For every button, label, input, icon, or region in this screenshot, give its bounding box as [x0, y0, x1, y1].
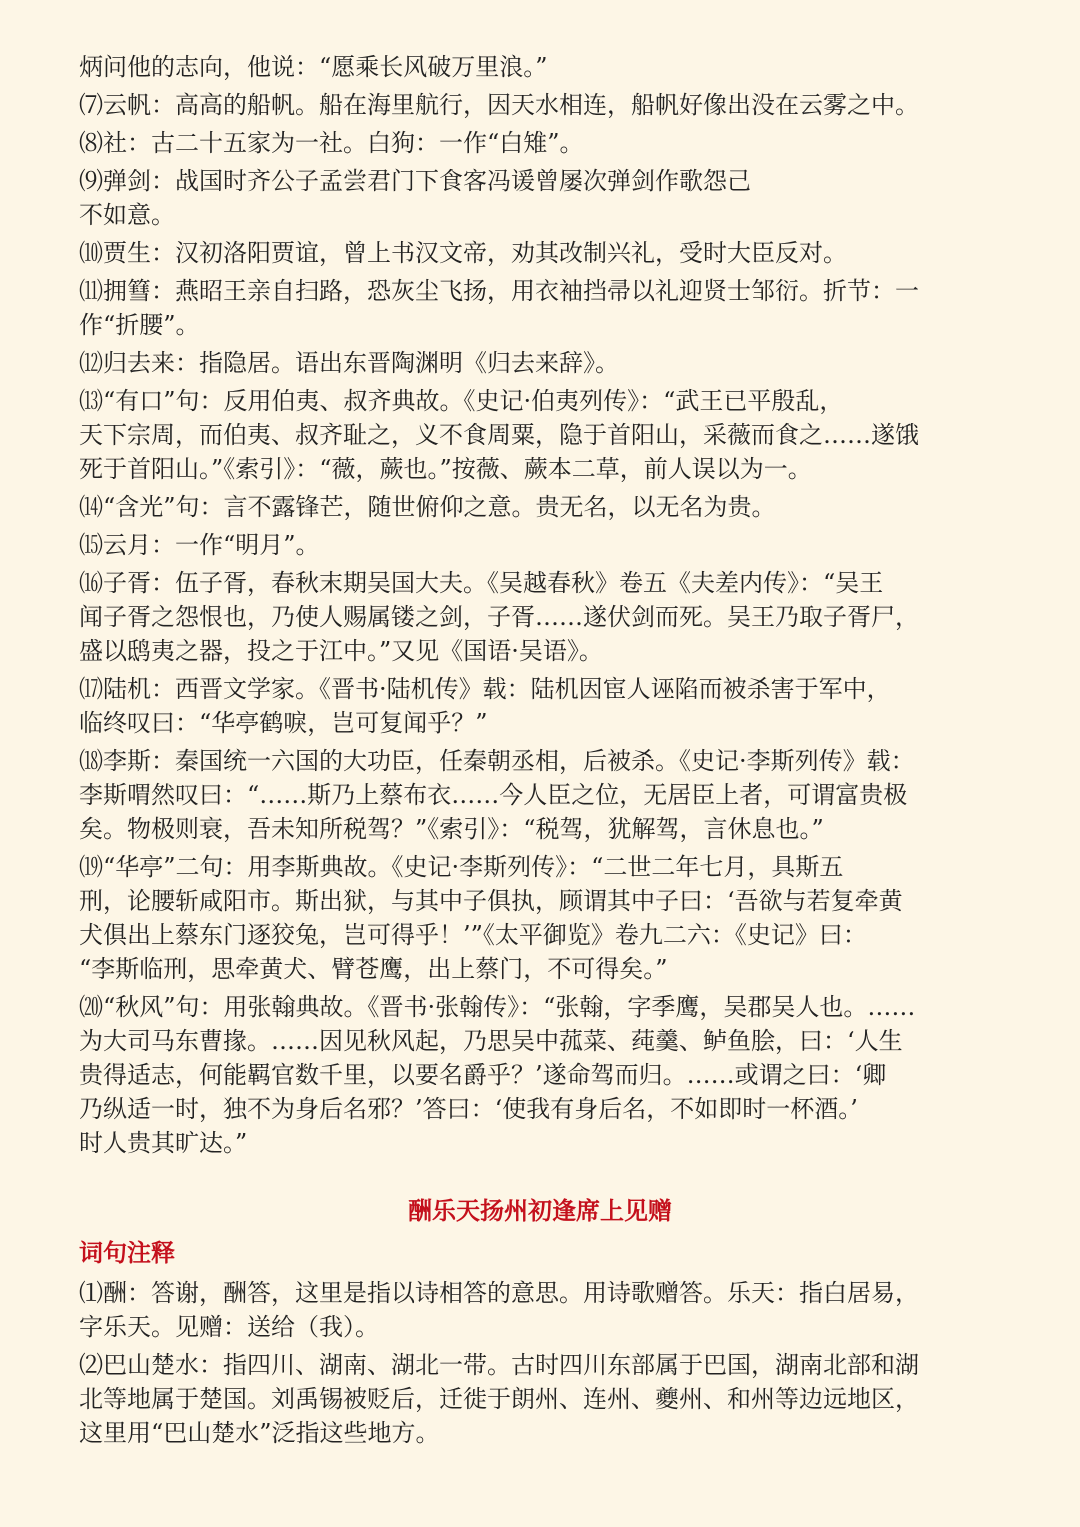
annotation-note [79, 744, 1001, 846]
annotation-note [79, 1348, 1001, 1450]
annotation-line: ⒆“华亭”二句：用李斯典故。《史记·李斯列传》：“二世二年七月，具斯五 [79, 853, 844, 881]
annotation-line: 死于首阳山。”《索引》：“薇，蕨也。”按薇、蕨本二草，前人误以为一。 [79, 455, 812, 483]
annotation-note [79, 346, 1001, 380]
annotation-line: ⒇“秋风”句：用张翰典故。《晋书·张翰传》：“张翰，字季鹰，吴郡吴人也。…… [79, 993, 916, 1021]
annotation-line: ⒀“有口”句：反用伯夷、叔齐典故。《史记·伯夷列传》：“武王已平殷乱， [79, 387, 844, 415]
annotation-line: ⒃子胥：伍子胥，春秋末期吴国大夫。《吴越春秋》卷五《夫差内传》：“吴王 [79, 569, 884, 597]
annotation-line: “李斯临刑，思牵黄犬、臂苍鹰，出上蔡门，不可得矣。” [79, 955, 668, 983]
annotation-line: 炳问他的志向，他说：“愿乘长风破万里浪。” [79, 53, 548, 81]
section-heading: 词句注释 [79, 1239, 175, 1267]
annotation-line: ⒁“含光”句：言不露锋芒，随世俯仰之意。贵无名，以无名为贵。 [79, 493, 776, 521]
annotation-line: 矣。物极则衰，吾未知所税驾？”《索引》：“税驾，犹解驾，言休息也。” [79, 815, 824, 843]
poem-title: 酬乐天扬州初逢席上见赠 [408, 1197, 672, 1225]
annotation-line: 刑，论腰斩咸阳市。斯出狱，与其中子俱执，顾谓其中子曰：‘吾欲与若复牵黄 [79, 887, 903, 915]
annotation-line: 临终叹曰：“华亭鹤唳，岂可复闻乎？” [79, 709, 488, 737]
annotation-line: ⑽贾生：汉初洛阳贾谊，曾上书汉文帝，劝其改制兴礼，受时大臣反对。 [79, 239, 847, 267]
annotation-line: 闻子胥之怨恨也，乃使人赐属镂之剑，子胥……遂伏剑而死。吴王乃取子胥尸， [79, 603, 919, 631]
annotation-line: 不如意。 [79, 201, 175, 229]
annotation-note [79, 528, 1001, 562]
annotation-line: ⑴酬：答谢，酬答，这里是指以诗相答的意思。用诗歌赠答。乐天：指白居易， [79, 1279, 919, 1307]
annotation-line: 北等地属于楚国。刘禹锡被贬后，迁徙于朗州、连州、夔州、和州等边远地区， [79, 1385, 919, 1413]
annotation-list-continued [79, 50, 1001, 1160]
annotation-note [79, 566, 1001, 668]
annotation-line: 字乐天。见赠：送给（我）。 [79, 1313, 379, 1341]
annotation-line: ⑿归去来：指隐居。语出东晋陶渊明《归去来辞》。 [79, 349, 619, 377]
annotation-note [79, 164, 1001, 232]
annotation-note [79, 672, 1001, 740]
annotation-line: 天下宗周，而伯夷、叔齐耻之，义不食周粟，隐于首阳山，采薇而食之……遂饿 [79, 421, 919, 449]
annotation-line: ⑵巴山楚水：指四川、湖南、湖北一带。古时四川东部属于巴国，湖南北部和湖 [79, 1351, 919, 1379]
annotation-line: 盛以鸱夷之器，投之于江中。”又见《国语·吴语》。 [79, 637, 603, 665]
annotation-note [79, 850, 1001, 986]
annotation-list [79, 1276, 1001, 1450]
annotation-line: ⑺云帆：高高的船帆。船在海里航行，因天水相连，船帆好像出没在云雾之中。 [79, 91, 919, 119]
annotation-line: 犬俱出上蔡东门逐狡兔，岂可得乎！’”《太平御览》卷九二六：《史记》曰： [79, 921, 867, 949]
annotation-line: 李斯喟然叹曰：“……斯乃上蔡布衣……今人臣之位，无居臣上者，可谓富贵极 [79, 781, 908, 809]
annotation-line: ⒂云月：一作“明月”。 [79, 531, 320, 559]
annotation-note [79, 1276, 1001, 1344]
annotation-line: 为大司马东曹掾。……因见秋风起，乃思吴中菰菜、莼羹、鲈鱼脍，曰：‘人生 [79, 1027, 903, 1055]
annotation-note [79, 236, 1001, 270]
annotation-line: 贵得适志，何能羁官数千里，以要名爵乎？’遂命驾而归。……或谓之曰：‘卿 [79, 1061, 887, 1089]
annotation-line: ⒄陆机：西晋文学家。《晋书·陆机传》载：陆机因宦人诬陷而被杀害于军中， [79, 675, 891, 703]
annotation-note [79, 990, 1001, 1160]
document-page [79, 50, 1001, 1454]
annotation-note [79, 384, 1001, 486]
annotation-line: 这里用“巴山楚水”泛指这些地方。 [79, 1419, 440, 1447]
annotation-note [79, 490, 1001, 524]
annotation-line: ⑼弹剑：战国时齐公子孟尝君门下食客冯谖曾屡次弹剑作歌怨己 [79, 167, 751, 195]
annotation-note [79, 126, 1001, 160]
annotation-note [79, 50, 1001, 84]
annotation-line: ⑻社：古二十五家为一社。白狗：一作“白雉”。 [79, 129, 584, 157]
annotation-line: 时人贵其旷达。” [79, 1129, 248, 1157]
annotation-line: 作“折腰”。 [79, 311, 200, 339]
annotation-note [79, 274, 1001, 342]
annotation-line: 乃纵适一时，独不为身后名邪？’答曰：‘使我有身后名，不如即时一杯酒。’ [79, 1095, 858, 1123]
annotation-line: ⒅李斯：秦国统一六国的大功臣，任秦朝丞相，后被杀。《史记·李斯列传》载： [79, 747, 915, 775]
annotation-note [79, 88, 1001, 122]
annotation-line: ⑾拥篲：燕昭王亲自扫路，恐灰尘飞扬，用衣袖挡帚以礼迎贤士邹衍。折节：一 [79, 277, 919, 305]
